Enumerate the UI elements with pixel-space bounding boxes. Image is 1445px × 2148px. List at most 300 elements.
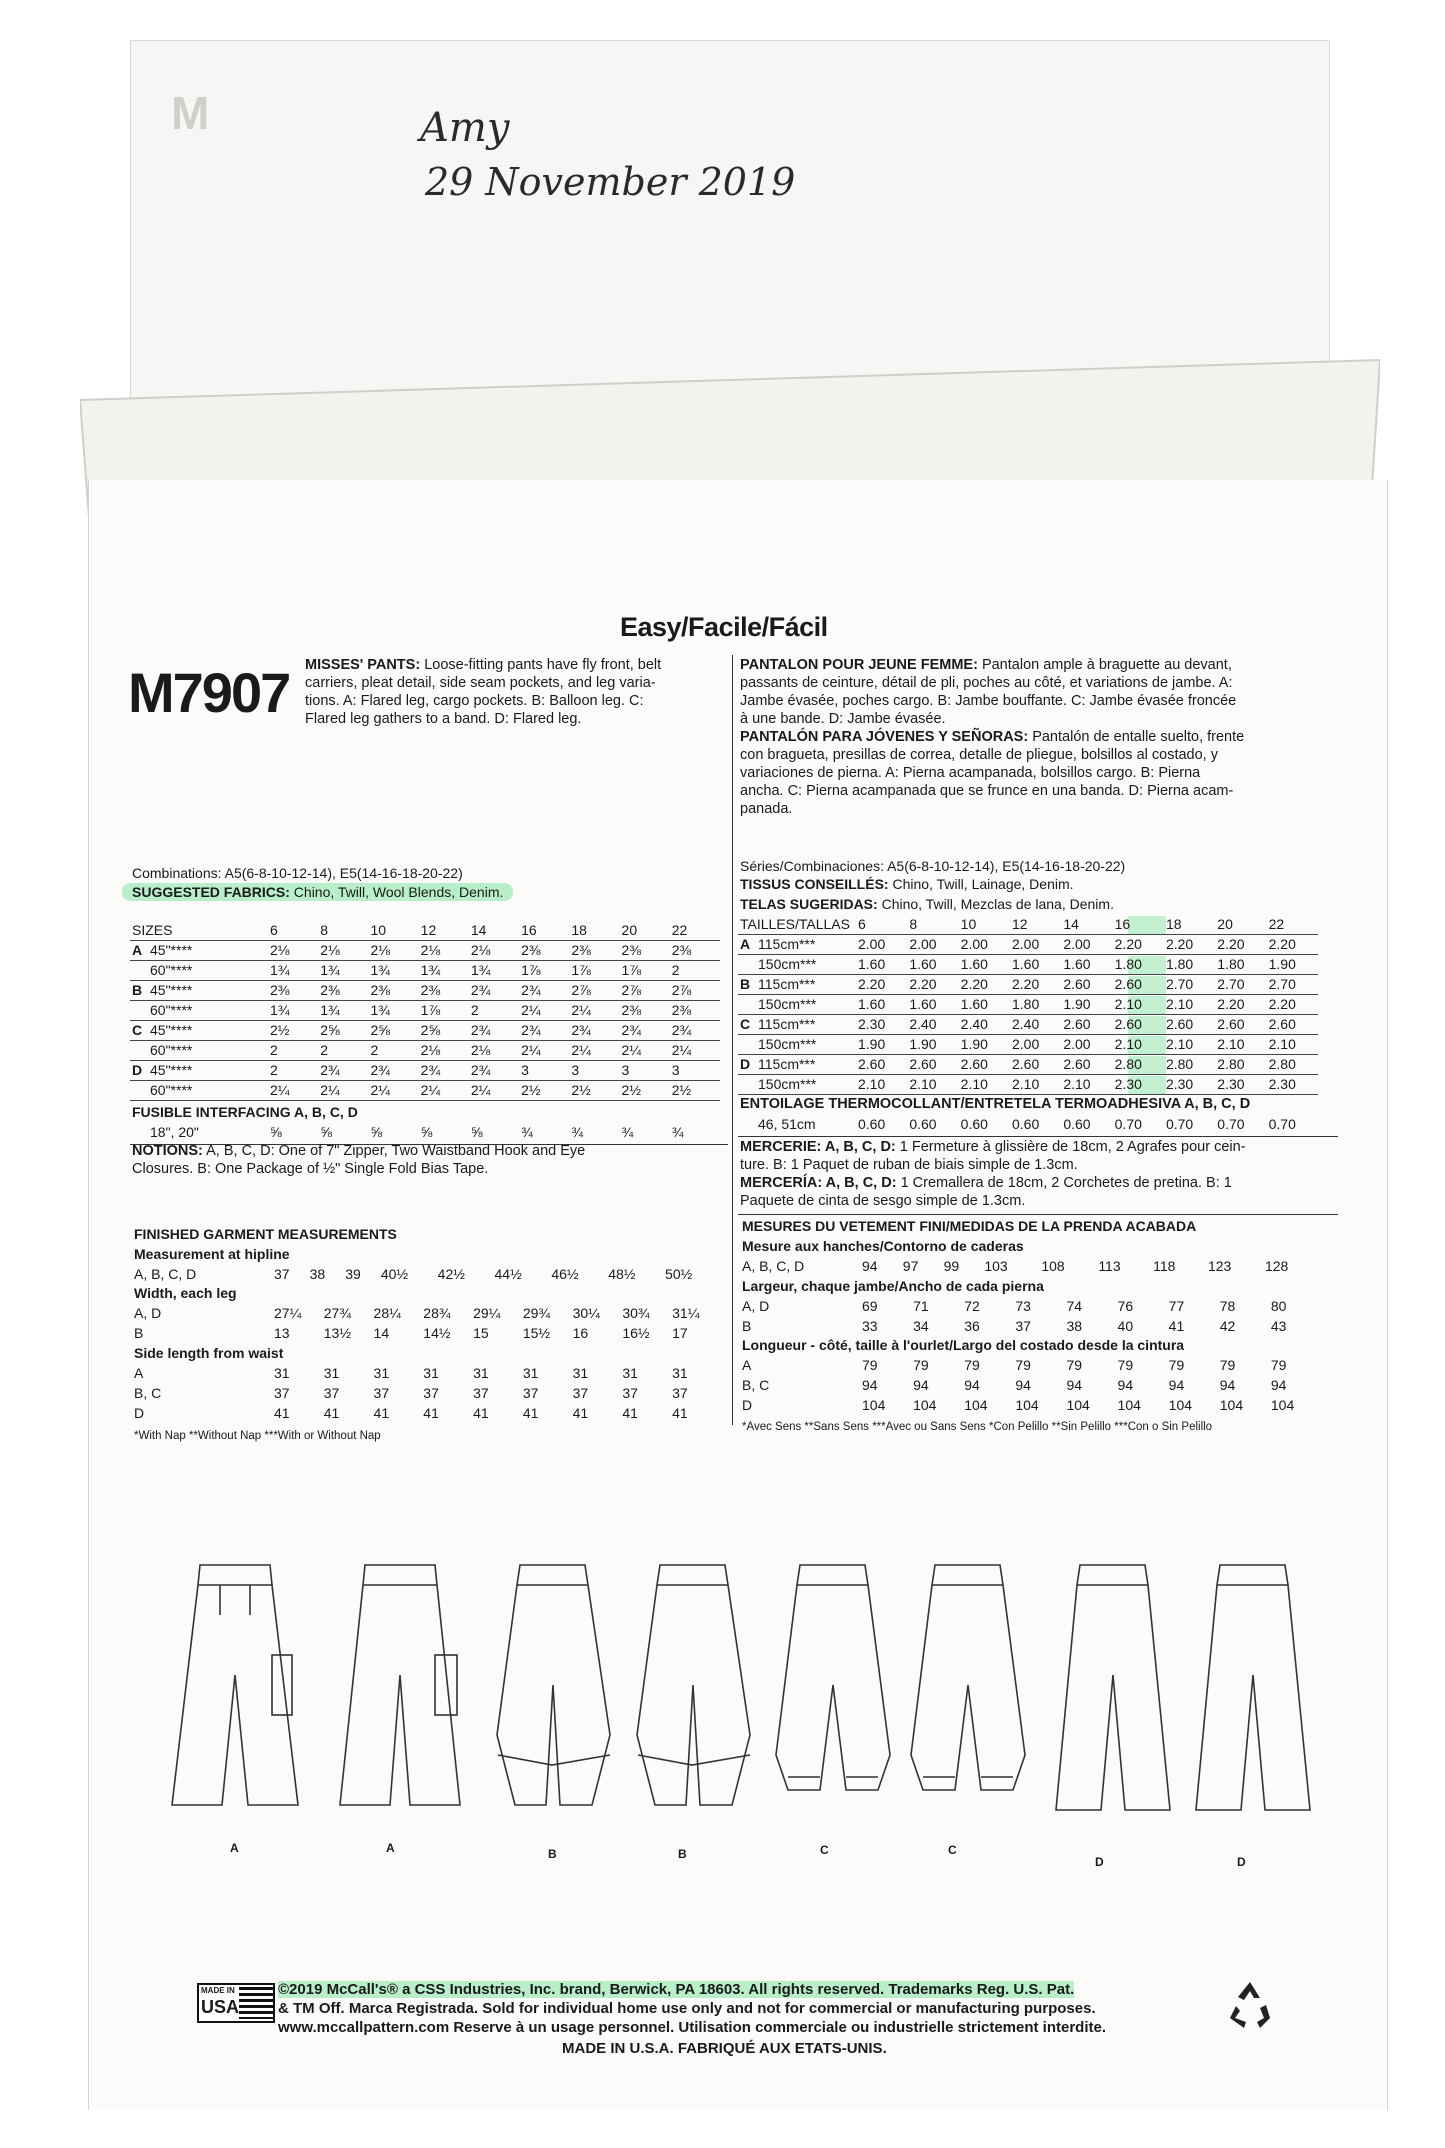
table-cell: 2½ [571,1082,591,1098]
table-cell: 0.60 [960,1116,988,1132]
table-cell: 36 [964,1318,980,1334]
table-cell: 2 [320,1042,329,1058]
table-cell: 1⅞ [621,962,641,978]
table-cell: 50½ [665,1266,693,1282]
table-cell: 1.90 [1063,996,1091,1012]
table-cell: 2.30 [1165,1076,1194,1092]
table-row [740,1375,1320,1395]
table-row [740,1395,1320,1415]
table-cell: 2⅛ [320,942,340,958]
figure-label: C [948,1843,957,1857]
table-cell: 2⅜ [571,942,591,958]
table-cell: 40½ [380,1266,409,1282]
table-cell: 27¾ [323,1305,352,1321]
table-cell: 2¾ [370,1062,390,1078]
table-cell: B, C [134,1385,162,1401]
nap-note-fr: *Avec Sens **Sans Sens ***Avec ou Sans Sens *Con Pelillo **Sin Pelillo ***Con o Sin Pelillo [742,1421,1213,1433]
table-row [130,920,720,940]
desc-es-line: Pantalón de entalle suelto, frente [1028,729,1245,745]
table-cell: 2¼ [470,1082,491,1098]
table-cell: 2¾ [470,1062,491,1078]
table-cell: 27¼ [274,1305,302,1321]
table-cell: 41 [473,1405,489,1421]
table-cell: 79 [1015,1357,1031,1373]
table-cell: 1.90 [909,1036,937,1052]
table-cell: 2.30 [1114,1076,1142,1092]
tissus-text: Chino, Twill, Lainage, Denim. [888,876,1074,892]
table-cell: 115cm*** [758,1056,816,1072]
table-cell [130,960,148,980]
table-cell: 2.20 [1114,936,1142,952]
width-label-en: Width, each leg [134,1285,237,1301]
table-cell: 1⅞ [571,962,591,978]
table-cell: 115cm*** [758,936,816,952]
figure-label: A [386,1841,395,1855]
notions-en [132,1142,732,1178]
table-cell: 2.20 [1217,936,1245,952]
table-cell: 2.30 [858,1016,886,1032]
table-cell: 31 [522,1365,539,1381]
table-row [132,1303,720,1323]
table-cell: 94 [913,1377,929,1393]
table-cell: D [134,1405,145,1421]
table-cell: 0.70 [1268,1116,1296,1132]
table-row [740,1256,1320,1276]
desc-fr-line: Jambe évasée, poches cargo. B: Jambe bouffante. C: Jambe évasée froncée [740,693,1237,709]
mercerie-label: MERCERIE: A, B, C, D: [740,1139,896,1155]
table-cell: 31 [373,1365,390,1381]
table-cell: 30¼ [572,1305,600,1321]
table-cell: 3 [571,1062,580,1078]
flag-top-text: MADE IN [201,1986,235,1995]
table-row [740,1296,1320,1316]
table-cell: 14 [470,921,487,938]
table-cell: 128 [1264,1258,1289,1274]
table-cell: 2⅛ [420,942,441,958]
table-cell: 20 [1217,915,1233,932]
table-cell: 18 [571,921,587,938]
table-cell: 37 [473,1385,489,1401]
figure-label: C [820,1843,829,1857]
table-cell: 2.10 [1114,1036,1142,1052]
table-cell: 2.10 [1165,1036,1194,1052]
table-row [738,1114,1318,1134]
table-cell: 16 [521,921,537,938]
table-cell: 2⅝ [320,1022,340,1038]
table-cell: 2.10 [1165,996,1194,1012]
side-table-en [132,1363,720,1423]
table-cell: 2¼ [370,1082,390,1098]
table-cell: 2⅜ [521,942,541,958]
tissus-label: TISSUS CONSEILLÉS: [740,876,889,892]
table-cell: 73 [1015,1298,1031,1314]
table-cell: 2.80 [1268,1056,1296,1072]
notions-label: NOTIONS: [132,1143,203,1159]
table-cell: 2.60 [1217,1016,1245,1032]
table-cell: 104 [1015,1397,1039,1413]
table-cell: 1.90 [858,1036,886,1052]
table-cell: 2⅜ [671,1002,692,1018]
table-cell: 80 [1270,1298,1287,1314]
table-cell: 2⅛ [470,1042,491,1058]
table-row [132,1264,720,1284]
table-cell: 41 [274,1405,290,1421]
table-cell: 104 [913,1397,937,1413]
fabrics-text: Chino, Twill, Wool Blends, Denim. [289,884,504,900]
table-cell: ¾ [571,1124,583,1140]
table-cell: 1.90 [960,1036,988,1052]
table-cell: 2¼ [571,1042,591,1058]
telas-label: TELAS SUGERIDAS: [740,896,878,912]
table-cell: 2.20 [858,976,886,992]
table-cell: B [742,1318,752,1334]
rule [738,1214,1338,1215]
table-cell: 115cm*** [758,976,816,992]
desc-en-line: Loose-fitting pants have fly front, belt [420,657,662,673]
table-cell: 37 [274,1385,290,1401]
hip-table-en [132,1264,720,1284]
table-cell: 45"**** [150,1062,193,1078]
table-row [130,1020,720,1040]
figure-label: D [1095,1855,1104,1869]
table-cell: 29¼ [473,1305,501,1321]
table-cell: 1.90 [1268,956,1296,972]
handwritten-date: 29 November 2019 [425,160,796,204]
table-cell: 79 [1270,1357,1287,1373]
hip-label-en: Measurement at hipline [134,1246,290,1262]
table-cell: ⅝ [270,1124,282,1140]
footer-line-3: www.mccallpattern.com Reserve à un usage personnel. Utilisation commerciale ou industrielle strictement interdite. [278,2019,1107,2036]
table-cell: 2¼ [521,1002,541,1018]
table-cell: 37 [522,1385,539,1401]
table-cell: 42½ [437,1266,465,1282]
table-cell: 29¾ [522,1305,551,1321]
desc-es-line: ancha. C: Pierna acampanada que se frunce en una banda. D: Pierna acam- [740,783,1234,799]
table-cell: 2⅛ [370,942,390,958]
table-cell: 74 [1066,1298,1083,1314]
table-cell: 60"**** [150,1082,193,1098]
handwritten-name: Amy [420,105,510,151]
figure-label: D [1237,1855,1246,1869]
table-cell: 77 [1168,1298,1185,1314]
table-cell: 2.40 [1011,1016,1040,1032]
table-cell: A [742,1357,752,1373]
width-table-fr [740,1296,1320,1336]
table-cell: 37 [1015,1318,1031,1334]
figure-label: B [548,1847,557,1861]
table-cell: 2.60 [1063,976,1091,992]
table-cell: 22 [1268,915,1285,932]
table-cell: 76 [1117,1298,1134,1314]
table-cell: 2⅞ [621,982,641,998]
desc-es-line: panada. [740,801,793,817]
table-row [740,1355,1320,1375]
table-cell: B [134,1325,144,1341]
table-cell: 1¾ [370,1002,390,1018]
table-cell: 94 [1219,1377,1236,1393]
table-cell: 69 [862,1298,878,1314]
table-cell: 71 [913,1298,929,1314]
description-en [305,656,725,728]
footer-line-4: MADE IN U.S.A. FABRIQUÉ AUX ETATS-UNIS. [562,2040,887,2057]
table-cell: 1¾ [320,1002,340,1018]
table-cell: 2.10 [1063,1076,1091,1092]
table-cell: 2⅝ [370,1022,390,1038]
table-cell: 2¾ [470,982,491,998]
table-cell: 104 [1168,1397,1193,1413]
table-cell: 1.60 [1063,956,1091,972]
table-cell: 3 [521,1062,529,1078]
side-table-fr [740,1355,1320,1415]
table-cell: 1.80 [1165,956,1194,972]
table-cell: 1.80 [1217,956,1245,972]
table-row [738,914,1318,934]
table-cell: 31 [423,1365,439,1381]
desc-es-line: variaciones de pierna. A: Pierna acampanada, bolsillos cargo. B: Pierna [740,765,1201,781]
table-cell: 2.40 [960,1016,988,1032]
table-cell: 103 [984,1258,1008,1274]
table-cell: 1.60 [960,996,988,1012]
table-cell: 1¾ [270,1002,290,1018]
table-cell: 2.10 [1268,1036,1296,1052]
desc-en-line: carriers, pleat detail, side seam pockets, and leg varia- [305,675,656,691]
table-cell [738,954,756,974]
table-cell: 2.60 [909,1056,937,1072]
tissus [740,876,1074,892]
table-row [130,980,720,1000]
table-cell: 37 [672,1385,688,1401]
table-cell: 99 [943,1258,960,1274]
table-cell: 38 [1066,1318,1083,1334]
table-cell: 104 [964,1397,988,1413]
table-cell: 2.10 [960,1076,988,1092]
table-cell: B [740,976,751,992]
table-cell: 38 [309,1266,326,1282]
table-cell: 2.20 [1268,996,1296,1012]
table-cell: 2¾ [671,1022,692,1038]
table-cell: 104 [1117,1397,1141,1413]
nap-note-en: *With Nap **Without Nap ***With or Without Nap [134,1430,381,1442]
table-cell: 2.60 [1063,1016,1091,1032]
table-cell [738,1074,756,1094]
table-cell: 60"**** [150,1042,193,1058]
table-cell: 2.10 [1114,996,1142,1012]
table-cell: 79 [1219,1357,1236,1373]
table-cell: 1.60 [909,996,937,1012]
description-fr-es [740,656,1340,818]
table-row [738,994,1318,1014]
mercerie-line: 1 Fermeture à glissière de 18cm, 2 Agrafes pour cein- [895,1139,1246,1155]
table-cell: 40 [1117,1318,1134,1334]
table-cell: 150cm*** [758,1036,817,1052]
table-cell: 2⅛ [270,942,290,958]
table-row [130,940,720,960]
merceria-line: Paquete de cinta de sesgo simple de 1.3cm. [740,1193,1026,1209]
table-cell: 16 [1114,915,1131,932]
table-cell: 2¾ [320,1062,340,1078]
table-cell: 2 [370,1042,379,1058]
table-row [130,1060,720,1080]
table-cell: 28¾ [423,1305,451,1321]
table-cell: 37 [373,1385,390,1401]
table-cell: 6 [858,915,866,932]
table-cell: 1.60 [858,956,886,972]
table-cell [130,1122,148,1142]
table-cell: 2 [470,1002,479,1018]
table-cell: 1¾ [270,962,290,978]
table-cell: 2½ [671,1082,692,1098]
table-row [738,934,1318,954]
table-cell: 2.60 [1114,1016,1142,1032]
table-cell: 37 [423,1385,439,1401]
table-cell: 60"**** [150,962,193,978]
table-cell: ⅝ [370,1124,383,1140]
table-cell: 2.00 [1011,936,1040,952]
table-cell: 39 [345,1266,361,1282]
table-cell: 3 [671,1062,680,1078]
table-cell: 2¾ [521,1022,541,1038]
table-cell: 123 [1207,1258,1232,1274]
table-cell: 2⅜ [370,982,390,998]
table-cell: 2.40 [909,1016,937,1032]
table-cell: 1¾ [420,962,441,978]
table-row [738,1014,1318,1034]
table-cell: 2.80 [1165,1056,1194,1072]
table-cell: 3 [621,1062,630,1078]
table-cell: 2.60 [1268,1016,1296,1032]
table-cell: 42 [1219,1318,1236,1334]
yardage-table-fr [738,914,1318,1095]
table-cell: 30¾ [622,1305,650,1321]
table-cell: 150cm*** [758,1076,817,1092]
table-cell: 2.60 [1114,976,1142,992]
table-cell: 41 [1168,1318,1185,1334]
table-row [132,1323,720,1343]
finished-label-fr: MESURES DU VETEMENT FINI/MEDIDAS DE LA PRENDA ACABADA [742,1218,1197,1234]
table-cell [130,1040,148,1060]
table-cell: 150cm*** [758,996,817,1012]
table-row [738,1034,1318,1054]
table-cell: 1.60 [858,996,886,1012]
table-cell: 2.70 [1217,976,1245,992]
table-cell: D [132,1062,143,1078]
table-cell: 2.80 [1217,1056,1245,1072]
table-cell: 2.60 [1165,1016,1194,1032]
table-cell: A [740,936,751,952]
table-cell: 94 [964,1377,980,1393]
table-cell: 2½ [621,1082,641,1098]
merceria-line: 1 Cremallera de 18cm, 2 Corchetes de pretina. B: 1 [896,1175,1232,1191]
table-cell: 37 [622,1385,638,1401]
interfacing-table-fr [738,1114,1318,1134]
table-row [130,1000,720,1020]
pattern-number: M7907 [128,661,290,724]
table-cell: 118 [1153,1258,1176,1274]
table-cell: 41 [423,1405,439,1421]
table-cell: 2¾ [420,1062,441,1078]
table-cell: A, B, C, D [134,1266,197,1282]
side-label-fr: Longueur - côté, taille à l'ourlet/Largo del costado desde la cintura [742,1337,1185,1353]
table-cell: 2.00 [1063,936,1091,952]
table-cell: 2.20 [1268,936,1296,952]
table-cell: 2.10 [909,1076,937,1092]
side-label-en: Side length from waist [134,1345,284,1361]
hip-table-fr [740,1256,1320,1276]
table-cell: 104 [1066,1397,1090,1413]
table-cell: 1.60 [960,956,988,972]
table-row [132,1363,720,1383]
desc-es-lead: PANTALÓN PARA JÓVENES Y SEÑORAS: [740,729,1029,745]
table-cell: 2.30 [1268,1076,1296,1092]
table-row [738,1074,1318,1094]
table-cell: 10 [960,915,977,932]
table-cell [738,1034,756,1054]
interfacing-label-fr: ENTOILAGE THERMOCOLLANT/ENTRETELA TERMOADHESIVA A, B, C, D [740,1096,1251,1112]
table-cell: 12 [1011,915,1028,932]
table-cell: 0.60 [1011,1116,1040,1132]
table-cell: 2.60 [858,1056,886,1072]
table-row [130,1080,720,1100]
table-cell: A, D [742,1298,770,1314]
table-cell: 16½ [622,1325,650,1341]
table-cell: ¾ [621,1124,634,1140]
desc-en-line: Flared leg gathers to a band. D: Flared leg. [305,711,582,727]
table-cell: 79 [1117,1357,1134,1373]
desc-en-line: tions. A: Flared leg, cargo pockets. B: Balloon leg. C: [305,693,644,709]
table-cell: 79 [862,1357,878,1373]
table-cell: 2.10 [858,1076,886,1092]
table-cell: 41 [373,1405,390,1421]
table-cell: 108 [1041,1258,1065,1274]
table-cell: 115cm*** [758,1016,816,1032]
table-cell: 46, 51cm [758,1116,816,1132]
table-cell: 2¾ [470,1022,491,1038]
table-cell: 94 [1270,1377,1287,1393]
table-cell: 2.00 [1063,1036,1091,1052]
table-cell: 2⅛ [470,942,491,958]
table-cell: 2.00 [960,936,988,952]
table-cell: 15½ [522,1325,551,1341]
fabrics-label: SUGGESTED FABRICS: [132,884,290,900]
table-row [130,1040,720,1060]
column-divider [732,655,733,1425]
interfacing-table-en [130,1122,720,1142]
table-cell: 14½ [423,1325,451,1341]
table-row [132,1383,720,1403]
table-cell: 14 [1063,915,1079,932]
table-cell: 14 [373,1325,390,1341]
table-cell: C [740,1016,751,1032]
table-cell: 2.70 [1165,976,1194,992]
table-cell: 94 [1168,1377,1185,1393]
table-cell: 104 [862,1397,886,1413]
table-cell: 18", 20" [150,1124,199,1140]
table-cell: 0.70 [1114,1116,1142,1132]
table-cell: 1.60 [909,956,937,972]
table-cell: 1.80 [1011,996,1040,1012]
merceria-label: MERCERÍA: A, B, C, D: [740,1175,897,1191]
table-cell: 2.20 [1217,996,1245,1012]
table-cell: 94 [1066,1377,1083,1393]
width-label-fr: Largeur, chaque jambe/Ancho de cada pierna [742,1278,1044,1294]
table-cell: 2⅜ [270,982,290,998]
table-cell: 2⅜ [420,982,441,998]
table-cell: 13 [274,1325,290,1341]
table-cell: 8 [320,921,329,938]
table-cell: 2.00 [909,936,937,952]
table-cell: 2.20 [1165,936,1194,952]
table-cell: 94 [862,1377,878,1393]
